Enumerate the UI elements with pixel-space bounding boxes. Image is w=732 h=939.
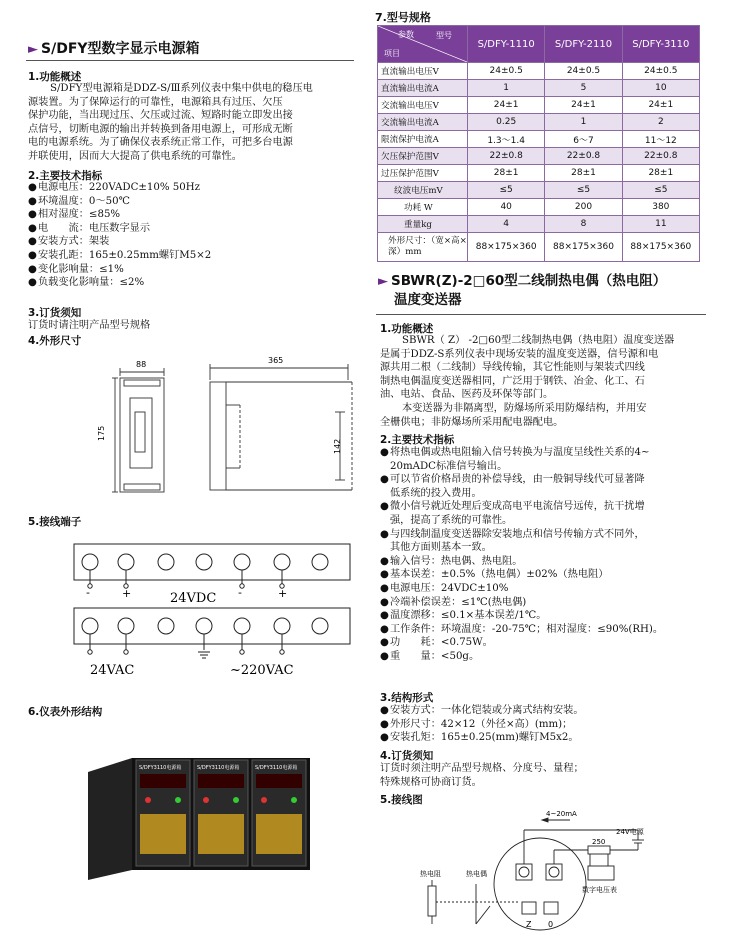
section-heading: 1.功能概述 [380,323,434,335]
section-heading: 3.订货须知 [28,307,82,319]
section-heading: 2.主要技术指标 [380,434,455,446]
list-item: ●相对湿度：≤85% [28,209,121,221]
para-line: 保护功能，当出现过压、欠压或过流、短路时能立即发出接 [28,110,293,122]
column-header: S/DFY-2110 [545,26,622,63]
para-line: 并联使用，因而大大提高了供电系统的可靠性。 [28,150,242,162]
column-header: S/DFY-1110 [468,26,545,63]
list-item: ●工作条件：环境温度：-20-75℃；相对湿度：≤90%(RH)。 [380,623,664,635]
transmitter-spec-list [380,446,710,664]
meter-label: 数字电压表 [582,886,617,894]
list-item: ●电 流：电压数字显示 [28,222,151,234]
panel-label: S/DFY3110电源箱 [139,765,182,771]
para-line: 本变送器为非隔离型，防爆场所采用防爆结构，并用安 [402,402,647,414]
thermocouple-label: 热电偶 [466,870,487,878]
page-title-right [378,272,718,310]
panel-label: S/DFY3110电源箱 [197,765,240,771]
arrow-icon: ► [378,274,388,289]
list-item: ●电源电压：24VDC±10% [380,582,509,594]
terminal-sign: + [122,587,132,600]
column-header: S/DFY-3110 [622,26,699,63]
table-row: 限流保护电流A 1.3～1.4 6～7 11～12 [378,131,700,148]
section-heading: 3.结构形式 [380,692,434,704]
model-spec-table [377,25,700,262]
list-item: ●功 耗：<0.75W。 [380,637,493,649]
device-photo [84,752,314,882]
table-row: 交流输出电流A 0.25 1 2 [378,114,700,131]
spec-list [28,181,358,290]
section-heading: 1.功能概述 [28,71,82,83]
section-heading: 4.外形尺寸 [28,335,82,347]
z-terminal-label: Z [526,920,532,929]
list-item: ●温度漂移：≤0.1×基本误差/1℃。 [380,610,547,622]
terminal-sign: - [86,586,90,599]
dim-height-label: 175 [97,425,106,441]
list-item: ●输入信号：热电偶、热电阻。 [380,555,523,567]
list-item: ●冷端补偿误差：≤1℃(热电偶) [380,596,527,608]
order-notes [380,762,584,789]
transmitter-overview [380,334,710,429]
list-item: ●环境温度：0～50℃ [28,195,130,207]
current-label: 4~20mA [546,810,577,818]
para-line: 电的电源系统。为了确保仪表系统正常工作，可把多台电源 [28,137,293,149]
dim-depth-label: 365 [268,356,284,365]
section-heading: 4.订货须知 [380,750,434,762]
list-item: ●安装方式：一体化铠装或分离式结构安装。 [380,705,584,716]
table-corner [378,26,468,63]
list-item: ●将热电偶或热电阻输入信号转换为与温度呈线性关系的4~ 20mADC标准信号输出。 [380,447,650,472]
24vac-label: 24VAC [90,663,135,678]
table-row: 交流输出电压V 24±1 24±1 24±1 [378,97,700,114]
list-item: ●可以节省价格昂贵的补偿导线，由一般铜导线代可显著降 低系统的投入费用。 [380,474,645,499]
corner-label-item: 项目 [384,49,400,58]
list-item: ●安装孔矩：165±0.25(mm)螺钉M5x2。 [380,732,579,744]
table-row: 外形尺寸：（宽×高×深）mm 88×175×360 88×175×360 88×175×360 [378,233,700,262]
structure-list [380,704,710,745]
para-line: 源共用二根（二线制）导线传输，其它性能则与架装式四线 [380,362,645,374]
dimension-drawing [90,350,360,500]
list-item: ●安装方式：架装 [28,236,110,248]
terminal-drawing [70,540,360,690]
terminal-sign: - [238,586,242,599]
para-line: 订货时须注明产品型号规格、分度号、量程； [380,763,584,774]
table-row: 过压保护范围V 28±1 28±1 28±1 [378,165,700,182]
page-title-left [28,38,200,58]
para-line: 点信号，切断电源的输出并转换到备用电源上，可形成无断 [28,123,293,135]
section-heading: 5.接线图 [380,794,423,806]
divider [26,60,354,61]
para-line: 是属于DDZ-S系列仪表中现场安装的温度变送器，信号源和电 [380,348,659,360]
arrow-icon: ► [28,42,38,57]
section-heading: 7.型号规格 [375,11,431,24]
list-item: ●安装孔距：165±0.25mm螺钉M5×2 [28,249,212,261]
list-item: ●外形尺寸：42×12（外径×高）(mm)； [380,718,573,730]
corner-label-model: 型号 [436,31,452,40]
list-item: ●微小信号就近处理后变成高电平电流信号远传，抗干扰增 强，提高了系统的可靠性。 [380,501,645,526]
para-line: SBWR（ Z） -2□60型二线制热电偶（热电阻）温度变送器 [402,335,675,346]
list-item: ●电源电压：220VADC±10% 50Hz [28,182,200,193]
zero-terminal-label: 0 [548,920,554,929]
divider [376,314,706,315]
panel-label: S/DFY3110电源箱 [255,765,298,771]
wiring-diagram [420,806,710,934]
24vdc-label: 24VDC [170,591,217,606]
list-item: ●负载变化影响量：≤2% [28,277,145,289]
para-line: S/DFY型电源箱是DDZ-S/Ⅲ系列仪表中集中供电的稳压电 [50,83,313,94]
list-item: ●变化影响量：≤1% [28,263,124,275]
para-line: 特殊规格可协商订货。 [380,776,482,788]
table-row: 欠压保护范围V 22±0.8 22±0.8 22±0.8 [378,148,700,165]
list-item: ●基本误差：±0.5%（热电偶）±02%（热电阻） [380,569,609,581]
psu-label: 24V电源 [616,828,644,836]
section-heading: 5.接线端子 [28,516,82,528]
corner-label-params: 参数 [398,30,414,39]
order-note: 订货时请注明产品型号规格 [28,320,151,331]
para-line: 油、电站、食品、医药及环保等部门。 [380,389,554,401]
section-heading: 6.仪表外形结构 [28,706,103,718]
function-overview [28,82,358,164]
para-line: 制热电偶温度变送器相同，广泛用于钢铁、冶金、化工、石 [380,375,645,387]
list-item: ●与四线制温度变送器除安装地点和信号传输方式不同外， 其他方面则基本一致。 [380,528,645,554]
table-row: 功耗 W 40 200 380 [378,199,700,216]
table-row: 直流输出电流A 1 5 10 [378,80,700,97]
list-item: ●重 量：<50g。 [380,650,480,662]
dim-width-label: 88 [136,360,147,369]
title-text: S/DFY型数字显示电源箱 [41,41,200,57]
title-text: 温度变送器 [394,292,462,308]
para-line: 源装置。为了保障运行的可靠性，电源箱具有过压、欠压 [28,96,283,108]
table-row: 纹波电压mV ≤5 ≤5 ≤5 [378,182,700,199]
rtd-label: 热电阻 [420,870,441,878]
section-heading: 2.主要技术指标 [28,170,103,182]
resistor-label: 250 [592,838,606,846]
table-row: 直流输出电压V 24±0.5 24±0.5 24±0.5 [378,63,700,80]
220vac-label: ~220VAC [230,663,294,678]
title-text: SBWR(Z)-2□60型二线制热电偶（热电阻） [391,273,667,289]
terminal-sign: + [278,587,288,600]
dim-mount-label: 142 [333,438,342,454]
para-line: 全栅供电；非防爆场所采用配电器配电。 [380,416,564,428]
table-row: 重量kg 4 8 11 [378,216,700,233]
